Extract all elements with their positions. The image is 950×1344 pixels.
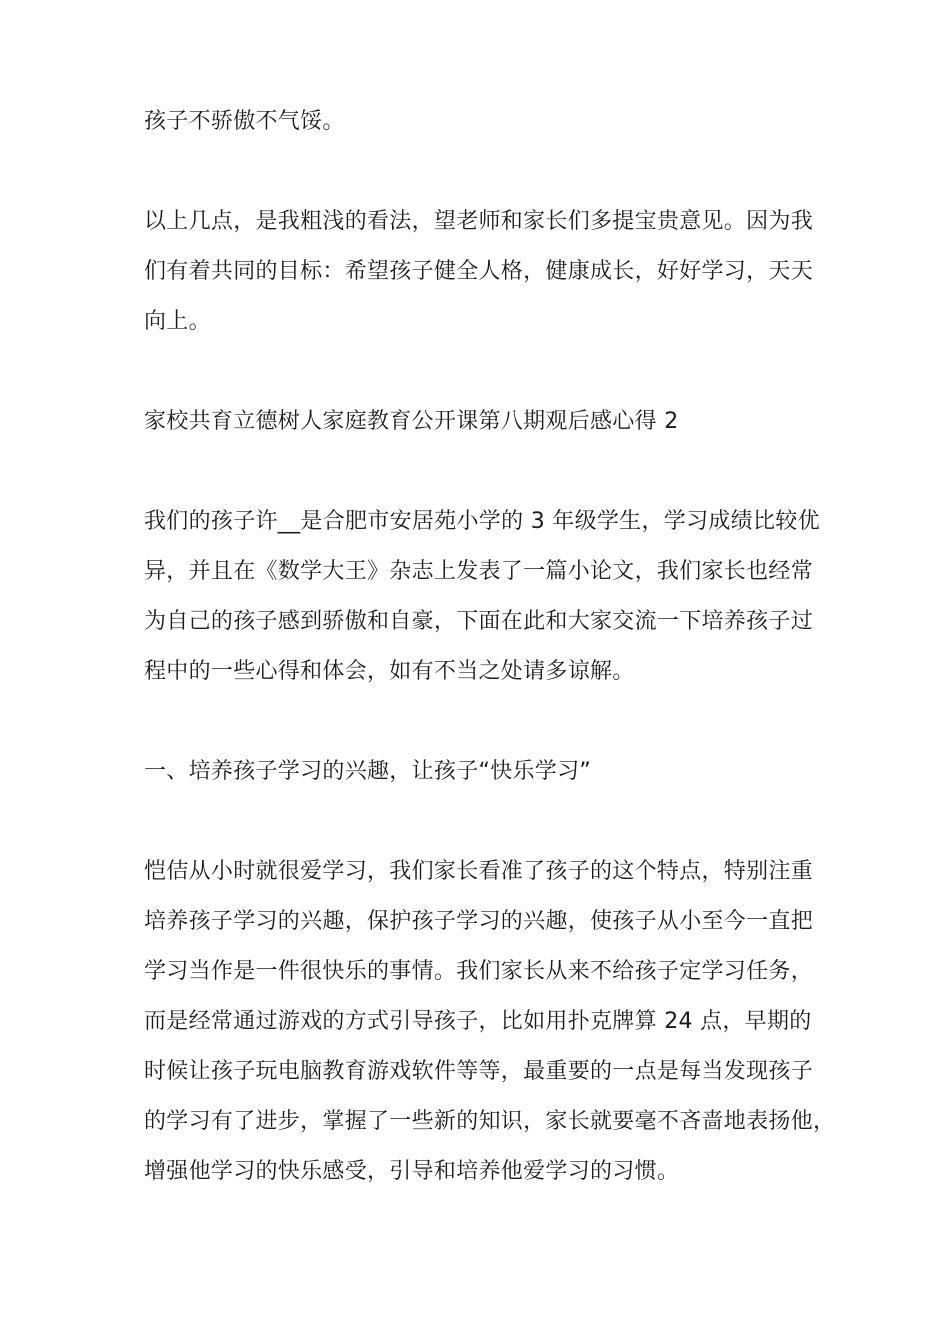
text-line: 向上。 bbox=[144, 309, 211, 334]
text-line: 程中的一些心得和体会，如有不当之处请多谅解。 bbox=[144, 659, 635, 684]
paragraph-conclusion bbox=[144, 197, 819, 347]
paragraph-body bbox=[144, 847, 836, 1197]
text-line: 的学习有了进步，掌握了一些新的知识，家长就要毫不吝啬地表扬他， bbox=[144, 1109, 836, 1134]
text-line: 孩子不骄傲不气馁。 bbox=[144, 109, 345, 134]
text-line: 我们的孩子许__是合肥市安居苑小学的 3 年级学生，学习成绩比较优 bbox=[144, 509, 820, 534]
text-line: 们有着共同的目标：希望孩子健全人格，健康成长，好好学习，天天 bbox=[144, 259, 814, 284]
text-line: 增强他学习的快乐感受，引导和培养他爱学习的习惯。 bbox=[144, 1159, 680, 1184]
text-line: 培养孩子学习的兴趣，保护孩子学习的兴趣，使孩子从小至今一直把 bbox=[144, 909, 814, 934]
heading-text: 家校共育立德树人家庭教育公开课第八期观后感心得 2 bbox=[144, 409, 679, 434]
paragraph-introduction bbox=[144, 497, 819, 697]
text-line: 而是经常通过游戏的方式引导孩子，比如用扑克牌算 24 点，早期的 bbox=[144, 1009, 812, 1034]
text-line: 时候让孩子玩电脑教育游戏软件等等，最重要的一点是每当发现孩子 bbox=[144, 1059, 814, 1084]
subsection-heading bbox=[144, 747, 819, 797]
paragraph-closing-line bbox=[144, 97, 819, 147]
section-heading bbox=[144, 397, 819, 447]
heading-text: 一、培养孩子学习的兴趣，让孩子“快乐学习” bbox=[144, 759, 592, 784]
text-line: 为自己的孩子感到骄傲和自豪，下面在此和大家交流一下培养孩子过 bbox=[144, 609, 814, 634]
text-line: 异，并且在《数学大王》杂志上发表了一篇小论文，我们家长也经常 bbox=[144, 559, 814, 584]
text-line: 恺佶从小时就很爱学习，我们家长看准了孩子的这个特点，特别注重 bbox=[144, 859, 814, 884]
text-line: 以上几点，是我粗浅的看法，望老师和家长们多提宝贵意见。因为我 bbox=[144, 209, 814, 234]
text-line: 学习当作是一件很快乐的事情。我们家长从来不给孩子定学习任务， bbox=[144, 959, 814, 984]
